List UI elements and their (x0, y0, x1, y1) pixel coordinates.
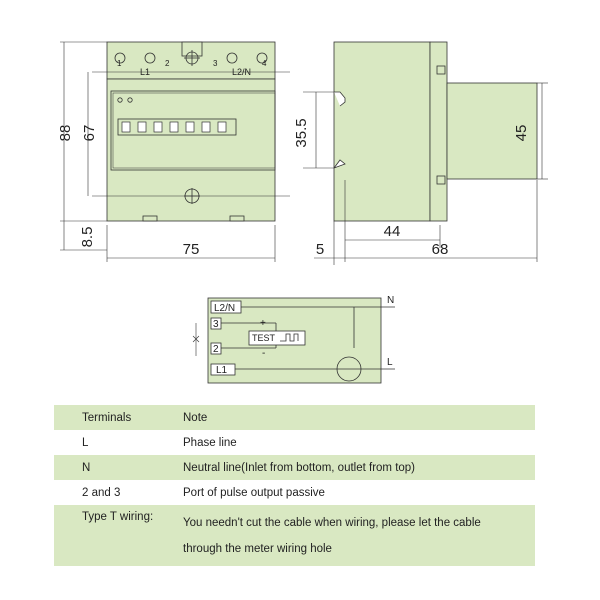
table-row (54, 455, 535, 480)
front-view (92, 42, 290, 221)
table-row (54, 505, 535, 566)
plus-sign: + (260, 318, 266, 329)
table-cell-note: Phase line (183, 436, 237, 449)
wiring-label-3: 3 (213, 319, 219, 330)
line-n-label: N (387, 295, 395, 306)
counter-digit-window (122, 122, 130, 132)
dim-35-5: 35.5 (293, 118, 310, 148)
table-cell-note (159, 505, 535, 566)
din-clip-right (230, 216, 244, 221)
counter-digit-window (202, 122, 210, 132)
dim-45: 45 (513, 124, 530, 142)
table-cell-note: Port of pulse output passive (183, 486, 325, 499)
dim-68: 68 (431, 241, 449, 258)
table-header-row (54, 405, 535, 430)
table-cell-note: Neutral line(Inlet from bottom, outlet from top) (159, 455, 535, 480)
counter-digit-window (170, 122, 178, 132)
table-cell-terminal: L (82, 436, 89, 449)
wiring-label-2: 2 (213, 344, 219, 355)
table-header-terminals: Terminals (54, 405, 159, 430)
table-cell-terminal: Type T wiring: (54, 505, 159, 566)
terminal-number-1: 1 (117, 59, 122, 68)
terminal-number-3: 3 (213, 59, 218, 68)
terminals-table (54, 405, 535, 566)
test-label: TEST (252, 333, 276, 343)
table-row (54, 430, 535, 455)
table-row (54, 480, 535, 505)
table-header-note: Note (159, 405, 535, 430)
table-cell-terminal: 2 and 3 (82, 486, 121, 499)
wiring-label-l2n: L2/N (214, 303, 236, 314)
side-body (334, 42, 430, 221)
terminal-label-l1: L1 (140, 67, 151, 77)
counter-digit-window (218, 122, 226, 132)
din-clip-left (143, 216, 157, 221)
dim-75: 75 (182, 241, 200, 258)
minus-sign: - (262, 348, 266, 359)
table-cell-terminal: N (54, 455, 159, 480)
dim-67: 67 (81, 124, 98, 142)
dim-44: 44 (383, 223, 401, 240)
note-line-1: You needn't cut the cable when wiring, please let the cable (183, 517, 481, 529)
terminal-number-4: 4 (262, 59, 267, 68)
terminal-label-l2n: L2/N (232, 67, 252, 77)
note-line-2: through the meter wiring hole (183, 543, 332, 555)
side-view (334, 42, 537, 221)
counter-digit-window (138, 122, 146, 132)
counter-digit-window (154, 122, 162, 132)
wiring-label-l1: L1 (216, 365, 228, 376)
dim-8-5: 8.5 (79, 226, 96, 248)
counter-digit-window (186, 122, 194, 132)
dim-88: 88 (57, 124, 74, 142)
line-l-label: L (387, 357, 393, 368)
terminal-number-2: 2 (165, 59, 170, 68)
dim-5: 5 (315, 241, 325, 258)
